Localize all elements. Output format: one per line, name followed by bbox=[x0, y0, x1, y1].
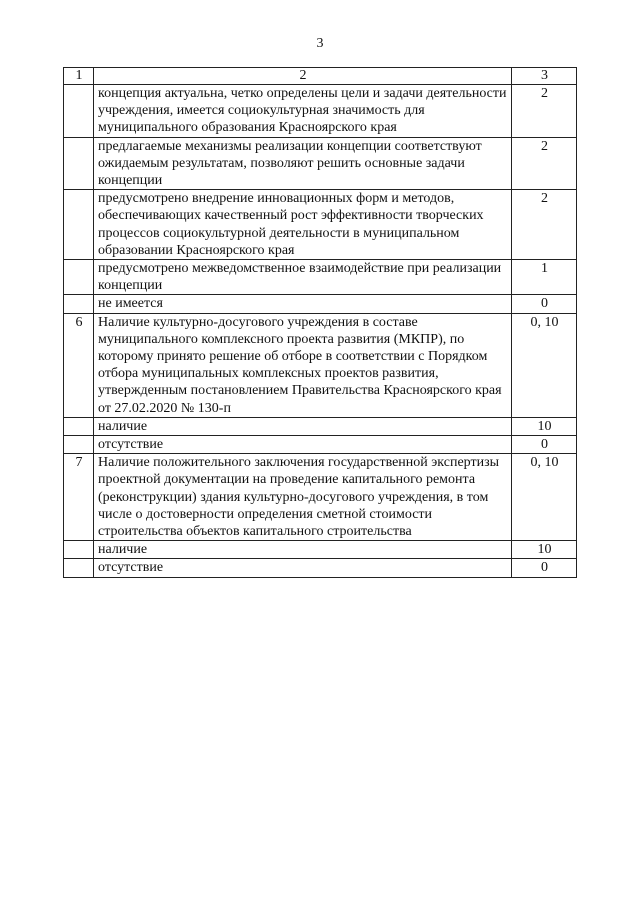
row-number bbox=[64, 137, 94, 190]
score: 2 bbox=[512, 190, 577, 260]
criterion-text: отсутствие bbox=[94, 436, 512, 454]
score: 0, 10 bbox=[512, 313, 577, 417]
row-number bbox=[64, 417, 94, 435]
criterion-text: наличие bbox=[94, 417, 512, 435]
column-header-1: 1 bbox=[64, 68, 94, 85]
table-row bbox=[64, 295, 577, 313]
criterion-text: не имеется bbox=[94, 295, 512, 313]
table-row bbox=[64, 313, 577, 417]
column-header-3: 3 bbox=[512, 68, 577, 85]
criterion-text: наличие bbox=[94, 541, 512, 559]
criterion-text: Наличие положительного заключения государственной экспертизы проектной документации на проведение капитального ремонта (реконструкции) здания культурно-досугового учреждения, в том числе о достоверности определения сметной стоимости строительства объектов капитального строительства bbox=[94, 454, 512, 541]
row-number bbox=[64, 541, 94, 559]
score: 10 bbox=[512, 541, 577, 559]
score: 10 bbox=[512, 417, 577, 435]
row-number bbox=[64, 85, 94, 138]
row-number bbox=[64, 260, 94, 295]
table-row bbox=[64, 559, 577, 577]
score: 1 bbox=[512, 260, 577, 295]
score: 0 bbox=[512, 559, 577, 577]
row-number: 6 bbox=[64, 313, 94, 417]
row-number: 7 bbox=[64, 454, 94, 541]
row-number bbox=[64, 559, 94, 577]
table-row bbox=[64, 436, 577, 454]
table-row bbox=[64, 260, 577, 295]
criterion-text: концепция актуальна, четко определены цели и задачи деятельности учреждения, имеется социокультурная значимость для муниципального образования Красноярского края bbox=[94, 85, 512, 138]
criterion-text: Наличие культурно-досугового учреждения в составе муниципального комплексного проекта развития (МКПР), по которому принято решение об отборе в соответствии с Порядком отбора муниципальных комплексных проектов развития, утвержденным постановлением Правительства Красноярского края от 27.02.2020 № 130-п bbox=[94, 313, 512, 417]
row-number bbox=[64, 436, 94, 454]
criteria-table bbox=[63, 67, 577, 578]
score: 0 bbox=[512, 436, 577, 454]
table-row bbox=[64, 541, 577, 559]
score: 2 bbox=[512, 137, 577, 190]
column-header-2: 2 bbox=[94, 68, 512, 85]
page-number: 3 bbox=[316, 36, 324, 51]
table-row bbox=[64, 454, 577, 541]
criterion-text: предлагаемые механизмы реализации концепции соответствуют ожидаемым результатам, позволяют решить основные задачи концепции bbox=[94, 137, 512, 190]
table-row bbox=[64, 85, 577, 138]
score: 0, 10 bbox=[512, 454, 577, 541]
score: 0 bbox=[512, 295, 577, 313]
criterion-text: предусмотрено внедрение инновационных форм и методов, обеспечивающих качественный рост эффективности творческих процессов социокультурной деятельности в муниципальном образовании Красноярского края bbox=[94, 190, 512, 260]
table-row bbox=[64, 190, 577, 260]
table-header-row bbox=[64, 68, 577, 85]
score: 2 bbox=[512, 85, 577, 138]
criterion-text: предусмотрено межведомственное взаимодействие при реализации концепции bbox=[94, 260, 512, 295]
table-row bbox=[64, 137, 577, 190]
criterion-text: отсутствие bbox=[94, 559, 512, 577]
row-number bbox=[64, 295, 94, 313]
row-number bbox=[64, 190, 94, 260]
table-row bbox=[64, 417, 577, 435]
